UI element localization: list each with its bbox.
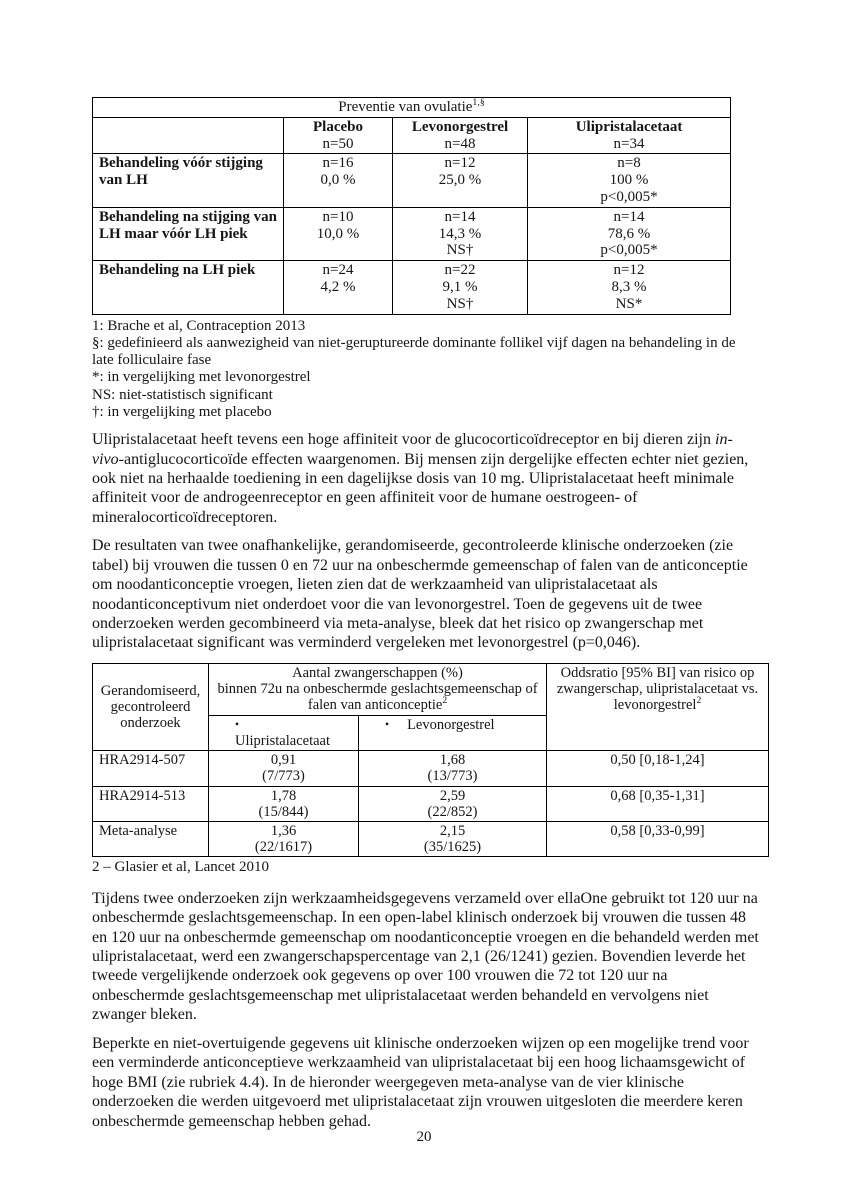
table-cell: 2,59 (22/852) [359,786,547,821]
table-row [93,751,769,786]
table-cell: n=24 4,2 % [284,261,393,314]
table-row [93,786,769,821]
oddsratio-column-header: Oddsratio [95% BI] van risico op zwangerschap, ulipristalacetaat vs. levonorgestrel$^2$ [547,663,769,750]
table-row [93,663,769,715]
paragraph-clinical-studies: De resultaten van twee onafhankelijke, gerandomiseerde, gecontroleerde klinische onderzoeken (zie tabel) bij vrouwen die tussen 0 en 72 uur na onbeschermde gemeenschap of falen van de anticonceptie om noodanticonceptie vroegen, lieten zien dat de werkzaamheid van ulipristalacetaat als noodanticonceptivum niet onderdoet voor die van levonorgestrel. Toen de gegevens uit de twee onderzoeken werden gecombineerd via meta-analyse, bleek dat het risico op zwangerschap met ulipristalacetaat significant was verminderd vergeleken met levonorgestrel (p=0,046). [92,537,748,652]
page-number: 20 [416,1129,432,1145]
empty-cell [93,117,284,154]
table-cell: 0,68 [0,35-1,31] [547,786,769,821]
table-cell: n=22 9,1 % NS† [393,261,528,314]
study-label: Meta-analyse [93,821,209,856]
footnote-ref: 1,§ [472,97,485,108]
table2-footnote: 2 – Glasier et al, Lancet 2010 [92,859,270,876]
table-cell: n=14 14,3 % NS† [393,207,528,260]
table1-footnote: §: gedefinieerd als aanwezigheid van niet-geruptureerde dominante follikel vijf dagen na behandeling in de late folliculaire fase [92,334,736,369]
table-cell: n=12 25,0 % [393,154,528,207]
paragraph-ellaone-120h: Tijdens twee onderzoeken zijn werkzaamheidsgegevens verzameld over ellaOne gebruikt tot 120 uur na onbeschermde geslachtsgemeenschap. In een open-label klinisch onderzoek bij vrouwen die tussen 48 en 120 uur na onbeschermde gemeenschap om noodanticonceptie vroegen en die behandeld werden met ulipristalacetaat, werd een zwangerschapspercentage van 2,1 (26/1241) gezien. Bovendien leverde het tweede vergelijkende onderzoek ook gegevens op over 100 vrouwen die 72 tot 120 uur na onbeschermde geslachtsgemeenschap met ulipristalacetaat werden behandeld en vervolgens niet zwanger bleken. [92,889,759,1024]
table-row [93,154,731,207]
table1-title [93,98,731,118]
table1-title-text: Preventie van ovulatie [338,99,473,115]
bullet-icon: • [385,717,390,731]
study-label: HRA2914-513 [93,786,209,821]
table-cell: n=10 10,0 % [284,207,393,260]
column-header-ulipristalacetaat: Ulipristalacetaat n=34 [528,117,731,154]
table-cell: n=8 100 % p<0,005* [528,154,731,207]
table1-footnote: NS: niet-statistisch significant [92,386,273,403]
table-row [93,821,769,856]
paragraph-bmi-trend: Beperkte en niet-overtuigende gegevens uit klinische onderzoeken wijzen op een mogelijke trend voor een verminderde anticonceptieve werkzaamheid van ulipristalacetaat bij een hoog lichaamsgewicht of hoge BMI (zie rubriek 4.4). In de hieronder weergegeven meta-analyse van de vier klinische onderzoeken die werden uitgevoerd met ulipristalacetaat zijn vrouwen uitgesloten die meerdere keren onbeschermde gemeenschap hebben gehad. [92,1034,749,1130]
column-header-placebo: Placebo n=50 [284,117,393,154]
footnote-ref: 2 [442,695,448,707]
table1-footnotes [92,318,757,422]
row-label: Behandeling na LH piek [93,261,284,314]
pregnancies-column-header: Aantal zwangerschappen (%) binnen 72u na onbeschermde geslachtsgemeenschap of falen van anticonceptie$^2$ [209,663,547,715]
table-cell: n=12 8,3 % NS* [528,261,731,314]
table-cell: 1,78 (15/844) [209,786,359,821]
table-row [93,207,731,260]
study-label: HRA2914-507 [93,751,209,786]
table-cell: 1,36 (22/1617) [209,821,359,856]
column-header-levonorgestrel: Levonorgestrel n=48 [393,117,528,154]
pregnancy-outcomes-table [92,663,769,858]
paragraph-pharmacology: Ulipristalacetaat heeft tevens een hoge affiniteit voor de glucocorticoïdreceptor en bij dieren zijn in-vivo-antiglucocorticoïde effecten waargenomen. Bij mensen zijn dergelijke effecten echter niet gezien, ook niet na herhaalde toediening in een dagelijkse dosis van 10 mg. Ulipristalacetaat heeft minimale affiniteit voor de androgeenreceptor en geen affiniteit voor de humane oestrogeen- of mineralocorticoïdreceptoren. [92,431,749,526]
table1-footnote: †: in vergelijking met placebo [92,403,272,420]
row-label: Behandeling na stijging van LH maar vóór LH piek [93,207,284,260]
table-cell: n=14 78,6 % p<0,005* [528,207,731,260]
footnote-ref: 2 [696,695,702,707]
table-row [93,261,731,314]
table-cell: 0,91 (7/773) [209,751,359,786]
ovulation-prevention-table [92,97,731,315]
table-cell: n=16 0,0 % [284,154,393,207]
table-row [93,98,731,118]
table1-footnote: 1: Brache et al, Contraception 2013 [92,317,306,334]
row-label: Behandeling vóór stijging van LH [93,154,284,207]
table-cell: 2,15 (35/1625) [359,821,547,856]
table-cell: 0,58 [0,33-0,99] [547,821,769,856]
subcolumn-header-ulipristalacetaat: •Ulipristalacetaat [209,715,359,750]
table-cell: 0,50 [0,18-1,24] [547,751,769,786]
bullet-icon: • [235,717,240,731]
table1-footnote: *: in vergelijking met levonorgestrel [92,369,311,386]
table-row [93,117,731,154]
table-cell: 1,68 (13/773) [359,751,547,786]
study-column-header: Gerandomiseerd, gecontroleerd onderzoek [93,663,209,750]
subcolumn-header-levonorgestrel: • Levonorgestrel [359,715,547,750]
